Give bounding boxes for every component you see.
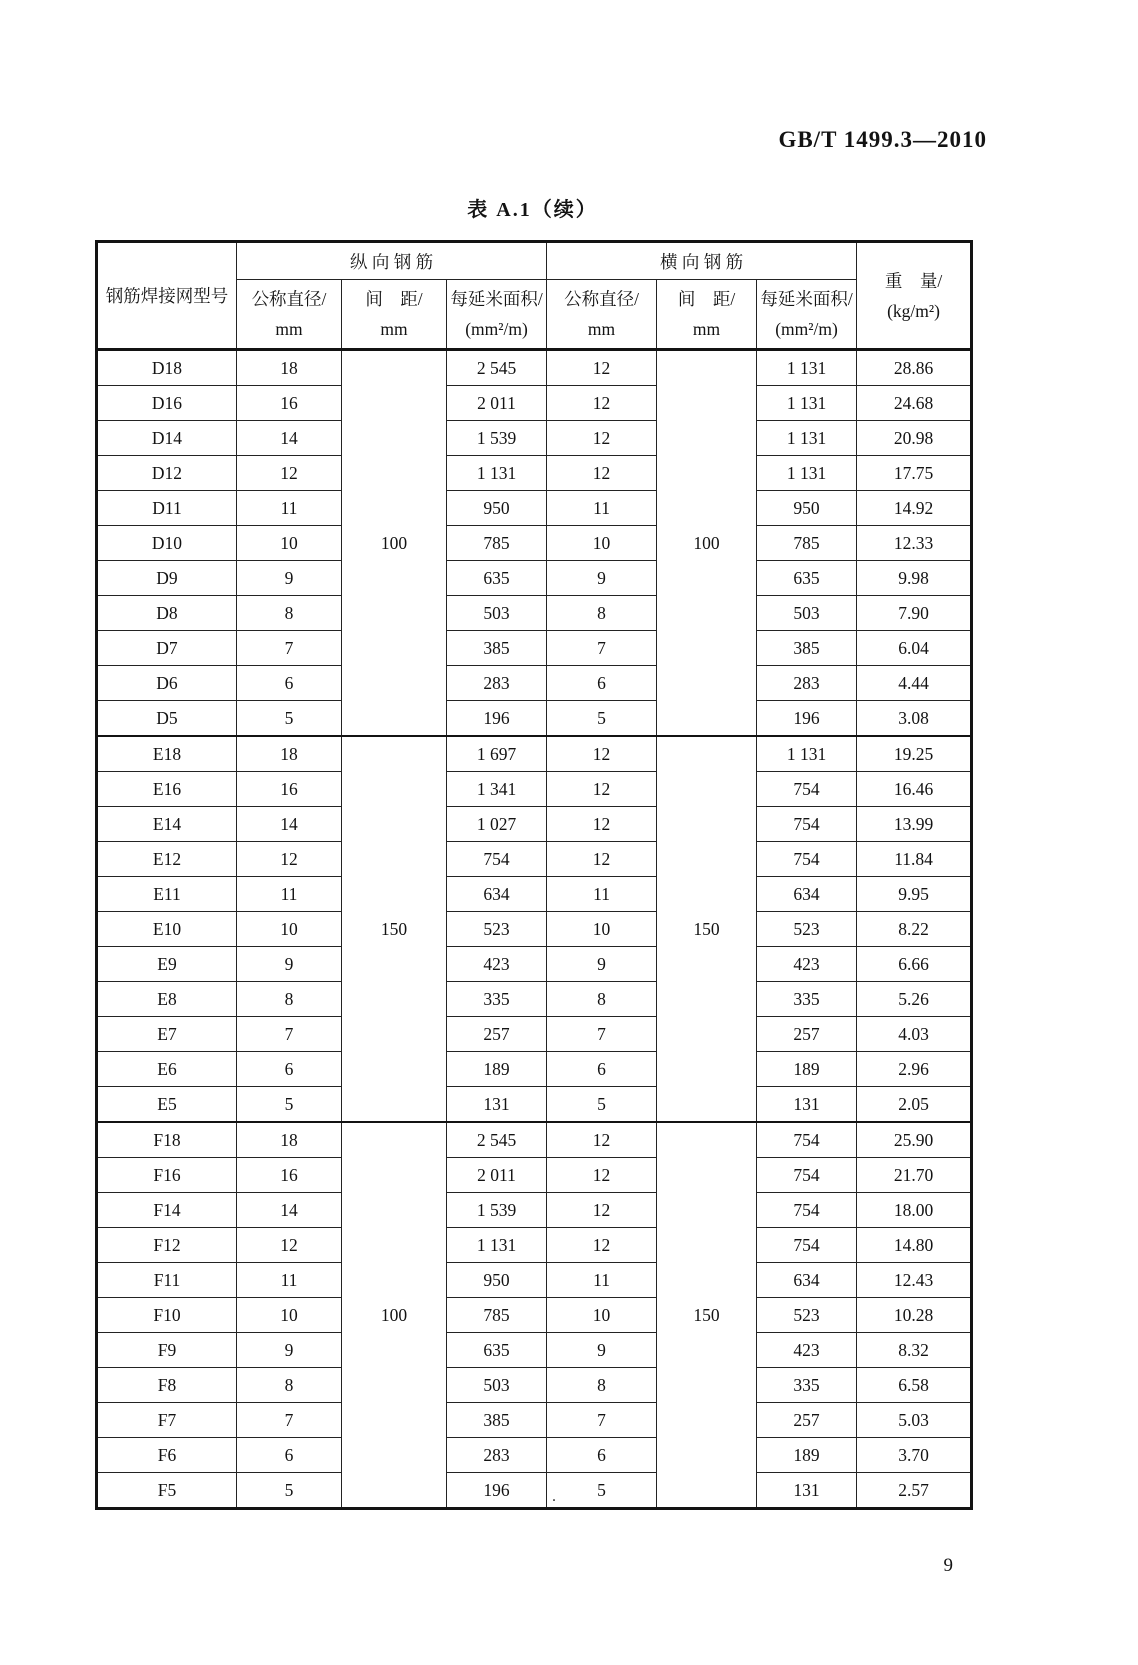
long-area-cell: 634 — [447, 877, 547, 912]
trans-diameter-cell: 7 — [547, 1017, 657, 1052]
weight-cell: 2.05 — [857, 1087, 972, 1123]
long-diameter-cell: 9 — [237, 947, 342, 982]
table-row — [97, 1438, 972, 1473]
mesh-type-cell: E11 — [97, 877, 237, 912]
trans-area-cell: 1 131 — [757, 350, 857, 386]
trans-area-cell: 335 — [757, 982, 857, 1017]
long-area-cell: 635 — [447, 1333, 547, 1368]
weight-cell: 6.66 — [857, 947, 972, 982]
mesh-type-cell: D6 — [97, 666, 237, 701]
header-long-area-label: 每延米面积/ — [450, 289, 543, 309]
long-diameter-cell: 11 — [237, 491, 342, 526]
header-trans-diameter-label: 公称直径/ — [564, 289, 639, 309]
trans-area-cell: 634 — [757, 1263, 857, 1298]
mesh-type-cell: E18 — [97, 736, 237, 772]
table-row — [97, 596, 972, 631]
table-header — [97, 242, 972, 350]
trans-diameter-cell: 9 — [547, 1333, 657, 1368]
long-spacing-cell: 100 — [342, 350, 447, 737]
trans-diameter-cell: 12 — [547, 807, 657, 842]
trans-diameter-cell: 11 — [547, 1263, 657, 1298]
stray-mark: . — [552, 1488, 556, 1505]
trans-area-cell: 754 — [757, 1122, 857, 1158]
long-diameter-cell: 12 — [237, 842, 342, 877]
long-diameter-cell: 18 — [237, 350, 342, 386]
trans-diameter-cell: 5 — [547, 1473, 657, 1509]
trans-diameter-cell: 8 — [547, 982, 657, 1017]
long-diameter-cell: 14 — [237, 1193, 342, 1228]
long-diameter-cell: 6 — [237, 666, 342, 701]
trans-area-cell: 754 — [757, 807, 857, 842]
trans-diameter-cell: 7 — [547, 1403, 657, 1438]
long-diameter-cell: 10 — [237, 1298, 342, 1333]
mesh-type-cell: E9 — [97, 947, 237, 982]
trans-area-cell: 634 — [757, 877, 857, 912]
header-weight — [857, 242, 972, 350]
header-weight-label: 重 量/ — [884, 270, 943, 291]
page-number: 9 — [943, 1555, 953, 1576]
long-diameter-cell: 5 — [237, 1473, 342, 1509]
trans-diameter-cell: 9 — [547, 947, 657, 982]
trans-area-cell: 523 — [757, 1298, 857, 1333]
table-row — [97, 526, 972, 561]
weight-cell: 2.96 — [857, 1052, 972, 1087]
long-diameter-cell: 8 — [237, 982, 342, 1017]
long-area-cell: 283 — [447, 666, 547, 701]
header-trans-diameter — [547, 280, 657, 350]
long-area-cell: 785 — [447, 1298, 547, 1333]
table-row — [97, 1368, 972, 1403]
trans-diameter-cell: 10 — [547, 1298, 657, 1333]
weight-cell: 21.70 — [857, 1158, 972, 1193]
trans-area-cell: 131 — [757, 1473, 857, 1509]
trans-diameter-cell: 12 — [547, 1122, 657, 1158]
mesh-type-cell: F16 — [97, 1158, 237, 1193]
long-area-cell: 1 131 — [447, 456, 547, 491]
long-area-cell: 283 — [447, 1438, 547, 1473]
trans-diameter-cell: 12 — [547, 1228, 657, 1263]
mesh-type-cell: D8 — [97, 596, 237, 631]
weight-cell: 12.43 — [857, 1263, 972, 1298]
table-row — [97, 386, 972, 421]
mesh-type-cell: E10 — [97, 912, 237, 947]
trans-area-cell: 423 — [757, 1333, 857, 1368]
table-row — [97, 947, 972, 982]
trans-diameter-cell: 12 — [547, 736, 657, 772]
mesh-type-cell: D5 — [97, 701, 237, 737]
long-area-cell: 423 — [447, 947, 547, 982]
mesh-type-cell: E8 — [97, 982, 237, 1017]
long-area-cell: 131 — [447, 1087, 547, 1123]
long-diameter-cell: 7 — [237, 631, 342, 666]
header-long-area-unit: (mm²/m) — [465, 319, 528, 339]
table-title: 表 A.1（续） — [467, 199, 598, 221]
long-area-cell: 2 011 — [447, 1158, 547, 1193]
table-row — [97, 350, 972, 386]
long-diameter-cell: 16 — [237, 386, 342, 421]
trans-area-cell: 196 — [757, 701, 857, 737]
long-diameter-cell: 8 — [237, 596, 342, 631]
long-area-cell: 1 027 — [447, 807, 547, 842]
table-row — [97, 1193, 972, 1228]
table-row — [97, 736, 972, 772]
long-area-cell: 385 — [447, 1403, 547, 1438]
table-row — [97, 421, 972, 456]
mesh-type-cell: D14 — [97, 421, 237, 456]
trans-diameter-cell: 6 — [547, 1438, 657, 1473]
trans-area-cell: 257 — [757, 1403, 857, 1438]
mesh-type-cell: E16 — [97, 772, 237, 807]
weight-cell: 14.92 — [857, 491, 972, 526]
long-diameter-cell: 16 — [237, 1158, 342, 1193]
header-weight-unit: (kg/m²) — [887, 300, 940, 321]
trans-spacing-cell: 100 — [657, 350, 757, 737]
weight-cell: 12.33 — [857, 526, 972, 561]
mesh-type-cell: D11 — [97, 491, 237, 526]
header-long-diameter-label: 公称直径/ — [251, 289, 327, 309]
long-area-cell: 335 — [447, 982, 547, 1017]
weight-cell: 2.57 — [857, 1473, 972, 1509]
trans-diameter-cell: 12 — [547, 1193, 657, 1228]
trans-area-cell: 754 — [757, 842, 857, 877]
long-area-cell: 503 — [447, 1368, 547, 1403]
header-trans-area-label: 每延米面积/ — [760, 289, 853, 309]
trans-area-cell: 189 — [757, 1052, 857, 1087]
mesh-type-cell: F6 — [97, 1438, 237, 1473]
mesh-type-cell: F12 — [97, 1228, 237, 1263]
long-spacing-cell: 150 — [342, 736, 447, 1122]
weight-cell: 25.90 — [857, 1122, 972, 1158]
table-row — [97, 456, 972, 491]
trans-area-cell: 283 — [757, 666, 857, 701]
long-diameter-cell: 11 — [237, 1263, 342, 1298]
mesh-type-cell: F8 — [97, 1368, 237, 1403]
long-diameter-cell: 10 — [237, 912, 342, 947]
trans-diameter-cell: 6 — [547, 1052, 657, 1087]
long-area-cell: 950 — [447, 491, 547, 526]
long-diameter-cell: 5 — [237, 701, 342, 737]
long-diameter-cell: 14 — [237, 421, 342, 456]
table-row — [97, 1403, 972, 1438]
long-area-cell: 189 — [447, 1052, 547, 1087]
header-trans-spacing-unit: mm — [692, 319, 721, 339]
table-row — [97, 1122, 972, 1158]
trans-diameter-cell: 5 — [547, 1087, 657, 1123]
long-diameter-cell: 18 — [237, 736, 342, 772]
weight-cell: 7.90 — [857, 596, 972, 631]
weight-cell: 3.70 — [857, 1438, 972, 1473]
doc-number: GB/T 1499.3—2010 — [778, 127, 987, 152]
trans-diameter-cell: 8 — [547, 596, 657, 631]
trans-diameter-cell: 12 — [547, 1158, 657, 1193]
table-row — [97, 842, 972, 877]
trans-diameter-cell: 12 — [547, 421, 657, 456]
weight-cell: 28.86 — [857, 350, 972, 386]
weight-cell: 10.28 — [857, 1298, 972, 1333]
table-row — [97, 701, 972, 737]
header-trans-area — [757, 280, 857, 350]
header-long-spacing — [342, 280, 447, 350]
trans-diameter-cell: 5 — [547, 701, 657, 737]
long-diameter-cell: 6 — [237, 1438, 342, 1473]
long-area-cell: 196 — [447, 701, 547, 737]
table-row — [97, 1333, 972, 1368]
weight-cell: 20.98 — [857, 421, 972, 456]
mesh-type-cell: F9 — [97, 1333, 237, 1368]
long-area-cell: 385 — [447, 631, 547, 666]
trans-diameter-cell: 10 — [547, 912, 657, 947]
table-row — [97, 1158, 972, 1193]
trans-area-cell: 257 — [757, 1017, 857, 1052]
header-long-spacing-unit: mm — [380, 319, 408, 339]
weight-cell: 9.98 — [857, 561, 972, 596]
trans-area-cell: 635 — [757, 561, 857, 596]
table-row — [97, 807, 972, 842]
mesh-spec-table — [95, 240, 973, 1510]
weight-cell: 4.03 — [857, 1017, 972, 1052]
long-area-cell: 1 539 — [447, 421, 547, 456]
mesh-type-cell: D7 — [97, 631, 237, 666]
weight-cell: 13.99 — [857, 807, 972, 842]
table-row — [97, 631, 972, 666]
weight-cell: 5.26 — [857, 982, 972, 1017]
long-diameter-cell: 9 — [237, 1333, 342, 1368]
trans-diameter-cell: 8 — [547, 1368, 657, 1403]
trans-area-cell: 1 131 — [757, 456, 857, 491]
trans-area-cell: 754 — [757, 1193, 857, 1228]
weight-cell: 19.25 — [857, 736, 972, 772]
long-diameter-cell: 9 — [237, 561, 342, 596]
header-group-longitudinal: 纵 向 钢 筋 — [237, 242, 547, 280]
trans-diameter-cell: 11 — [547, 491, 657, 526]
long-area-cell: 2 545 — [447, 350, 547, 386]
weight-cell: 4.44 — [857, 666, 972, 701]
trans-area-cell: 385 — [757, 631, 857, 666]
mesh-type-cell: F5 — [97, 1473, 237, 1509]
table-row — [97, 561, 972, 596]
mesh-type-cell: D18 — [97, 350, 237, 386]
mesh-type-cell: F10 — [97, 1298, 237, 1333]
mesh-type-cell: E12 — [97, 842, 237, 877]
mesh-type-cell: F18 — [97, 1122, 237, 1158]
weight-cell: 14.80 — [857, 1228, 972, 1263]
table-row — [97, 1473, 972, 1509]
weight-cell: 24.68 — [857, 386, 972, 421]
mesh-type-cell: D10 — [97, 526, 237, 561]
header-long-diameter — [237, 280, 342, 350]
trans-area-cell: 335 — [757, 1368, 857, 1403]
table-row — [97, 1298, 972, 1333]
long-area-cell: 523 — [447, 912, 547, 947]
weight-cell: 8.32 — [857, 1333, 972, 1368]
long-diameter-cell: 12 — [237, 456, 342, 491]
long-diameter-cell: 5 — [237, 1087, 342, 1123]
long-area-cell: 2 545 — [447, 1122, 547, 1158]
weight-cell: 16.46 — [857, 772, 972, 807]
long-area-cell: 950 — [447, 1263, 547, 1298]
long-diameter-cell: 6 — [237, 1052, 342, 1087]
trans-diameter-cell: 6 — [547, 666, 657, 701]
long-area-cell: 1 697 — [447, 736, 547, 772]
trans-diameter-cell: 10 — [547, 526, 657, 561]
mesh-type-cell: E7 — [97, 1017, 237, 1052]
trans-area-cell: 1 131 — [757, 386, 857, 421]
long-area-cell: 2 011 — [447, 386, 547, 421]
long-area-cell: 503 — [447, 596, 547, 631]
trans-area-cell: 754 — [757, 1228, 857, 1263]
header-trans-spacing-label: 间 距/ — [677, 289, 736, 309]
trans-area-cell: 503 — [757, 596, 857, 631]
mesh-type-cell: F14 — [97, 1193, 237, 1228]
long-diameter-cell: 18 — [237, 1122, 342, 1158]
trans-diameter-cell: 12 — [547, 386, 657, 421]
long-area-cell: 196 — [447, 1473, 547, 1509]
long-diameter-cell: 7 — [237, 1403, 342, 1438]
trans-area-cell: 1 131 — [757, 421, 857, 456]
mesh-type-cell: E6 — [97, 1052, 237, 1087]
mesh-type-cell: D9 — [97, 561, 237, 596]
long-diameter-cell: 11 — [237, 877, 342, 912]
table-row — [97, 1228, 972, 1263]
weight-cell: 17.75 — [857, 456, 972, 491]
table-row — [97, 1017, 972, 1052]
header-mesh-type: 钢筋焊接网型号 — [97, 242, 237, 350]
trans-diameter-cell: 7 — [547, 631, 657, 666]
trans-area-cell: 785 — [757, 526, 857, 561]
long-area-cell: 1 341 — [447, 772, 547, 807]
header-trans-area-unit: (mm²/m) — [775, 319, 838, 339]
table-row — [97, 982, 972, 1017]
table-row — [97, 772, 972, 807]
weight-cell: 8.22 — [857, 912, 972, 947]
trans-diameter-cell: 12 — [547, 772, 657, 807]
long-area-cell: 754 — [447, 842, 547, 877]
weight-cell: 9.95 — [857, 877, 972, 912]
header-group-transverse: 横 向 钢 筋 — [547, 242, 857, 280]
mesh-type-cell: E14 — [97, 807, 237, 842]
trans-area-cell: 754 — [757, 772, 857, 807]
table-row — [97, 877, 972, 912]
weight-cell: 6.04 — [857, 631, 972, 666]
weight-cell: 11.84 — [857, 842, 972, 877]
long-area-cell: 785 — [447, 526, 547, 561]
trans-diameter-cell: 12 — [547, 456, 657, 491]
weight-cell: 3.08 — [857, 701, 972, 737]
mesh-type-cell: D16 — [97, 386, 237, 421]
header-long-spacing-label: 间 距/ — [365, 289, 423, 309]
long-diameter-cell: 10 — [237, 526, 342, 561]
long-diameter-cell: 8 — [237, 1368, 342, 1403]
trans-area-cell: 950 — [757, 491, 857, 526]
weight-cell: 5.03 — [857, 1403, 972, 1438]
weight-cell: 6.58 — [857, 1368, 972, 1403]
trans-area-cell: 1 131 — [757, 736, 857, 772]
long-diameter-cell: 16 — [237, 772, 342, 807]
weight-cell: 18.00 — [857, 1193, 972, 1228]
mesh-type-cell: F7 — [97, 1403, 237, 1438]
trans-diameter-cell: 12 — [547, 842, 657, 877]
mesh-type-cell: F11 — [97, 1263, 237, 1298]
table-body — [97, 350, 972, 1509]
table-row — [97, 666, 972, 701]
long-area-cell: 1 539 — [447, 1193, 547, 1228]
table-row — [97, 1052, 972, 1087]
mesh-type-cell: E5 — [97, 1087, 237, 1123]
trans-spacing-cell: 150 — [657, 736, 757, 1122]
table-row — [97, 1087, 972, 1123]
table-row — [97, 1263, 972, 1298]
header-trans-spacing — [657, 280, 757, 350]
long-area-cell: 635 — [447, 561, 547, 596]
long-diameter-cell: 7 — [237, 1017, 342, 1052]
header-long-diameter-unit: mm — [275, 319, 303, 339]
header-long-area — [447, 280, 547, 350]
trans-spacing-cell: 150 — [657, 1122, 757, 1509]
long-area-cell: 257 — [447, 1017, 547, 1052]
trans-diameter-cell: 11 — [547, 877, 657, 912]
trans-area-cell: 754 — [757, 1158, 857, 1193]
trans-area-cell: 131 — [757, 1087, 857, 1123]
long-area-cell: 1 131 — [447, 1228, 547, 1263]
trans-area-cell: 523 — [757, 912, 857, 947]
long-diameter-cell: 12 — [237, 1228, 342, 1263]
table-row — [97, 491, 972, 526]
header-group-row — [97, 242, 972, 280]
header-trans-diameter-unit: mm — [587, 319, 616, 339]
mesh-type-cell: D12 — [97, 456, 237, 491]
long-spacing-cell: 100 — [342, 1122, 447, 1509]
trans-area-cell: 189 — [757, 1438, 857, 1473]
long-diameter-cell: 14 — [237, 807, 342, 842]
trans-diameter-cell: 12 — [547, 350, 657, 386]
table-row — [97, 912, 972, 947]
trans-diameter-cell: 9 — [547, 561, 657, 596]
trans-area-cell: 423 — [757, 947, 857, 982]
